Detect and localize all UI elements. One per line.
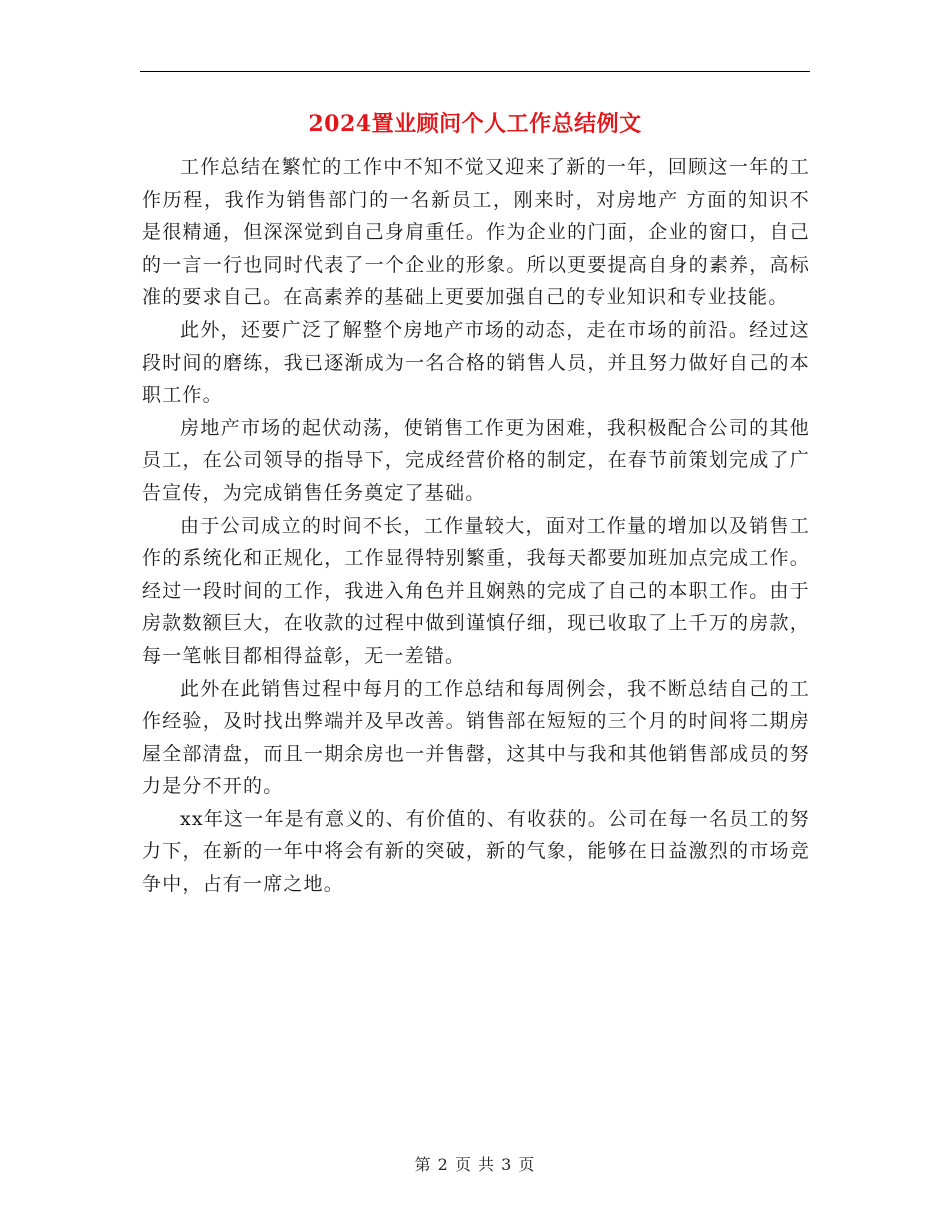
paragraph: 工作总结在繁忙的工作中不知不觉又迎来了新的一年，回顾这一年的工作历程，我作为销售部门的一名新员工，刚来时，对房地产 方面的知识不是很精通，但深深觉到自己身肩重任。作为企业的门面，企业的窗口，自己的一言一行也同时代表了一个企业的形象。所以更要提高自身的素养，高标准的要求自己。在高素养的基础上更要加强自己的专业知识和专业技能。	[142, 156, 810, 309]
document-title: 2024置业顾问个人工作总结例文	[308, 111, 642, 137]
paragraph: 此外在此销售过程中每月的工作总结和每周例会，我不断总结自己的工作经验，及时找出弊端并及早改善。销售部在短短的三个月的时间将二期房屋全部清盘，而且一期余房也一并售罄，这其中与我和其他销售部成员的努力是分不开的。	[142, 677, 810, 798]
paragraph: 由于公司成立的时间不长，工作量较大，面对工作量的增加以及销售工作的系统化和正规化，工作显得特别繁重，我每天都要加班加点完成工作。经过一段时间的工作，我进入角色并且娴熟的完成了自己的本职工作。由于房款数额巨大，在收款的过程中做到谨慎仔细，现已收取了上千万的房款，每一笔帐目都相得益彰，无一差错。	[142, 514, 810, 667]
paragraph: xx年这一年是有意义的、有价值的、有收获的。公司在每一名员工的努力下，在新的一年中将会有新的突破，新的气象，能够在日益激烈的市场竞争中，占有一席之地。	[142, 807, 810, 896]
paragraph: 此外，还要广泛了解整个房地产市场的动态，走在市场的前沿。经过这段时间的磨练，我已逐渐成为一名合格的销售人员，并且努力做好自己的本职工作。	[142, 318, 810, 407]
page-number: 第 2 页 共 3 页	[414, 1155, 536, 1174]
header-rule	[140, 71, 810, 72]
document-body	[142, 151, 810, 901]
paragraph: 房地产市场的起伏动荡，使销售工作更为困难，我积极配合公司的其他员工，在公司领导的指导下，完成经营价格的制定，在春节前策划完成了广告宣传，为完成销售任务奠定了基础。	[142, 416, 810, 504]
